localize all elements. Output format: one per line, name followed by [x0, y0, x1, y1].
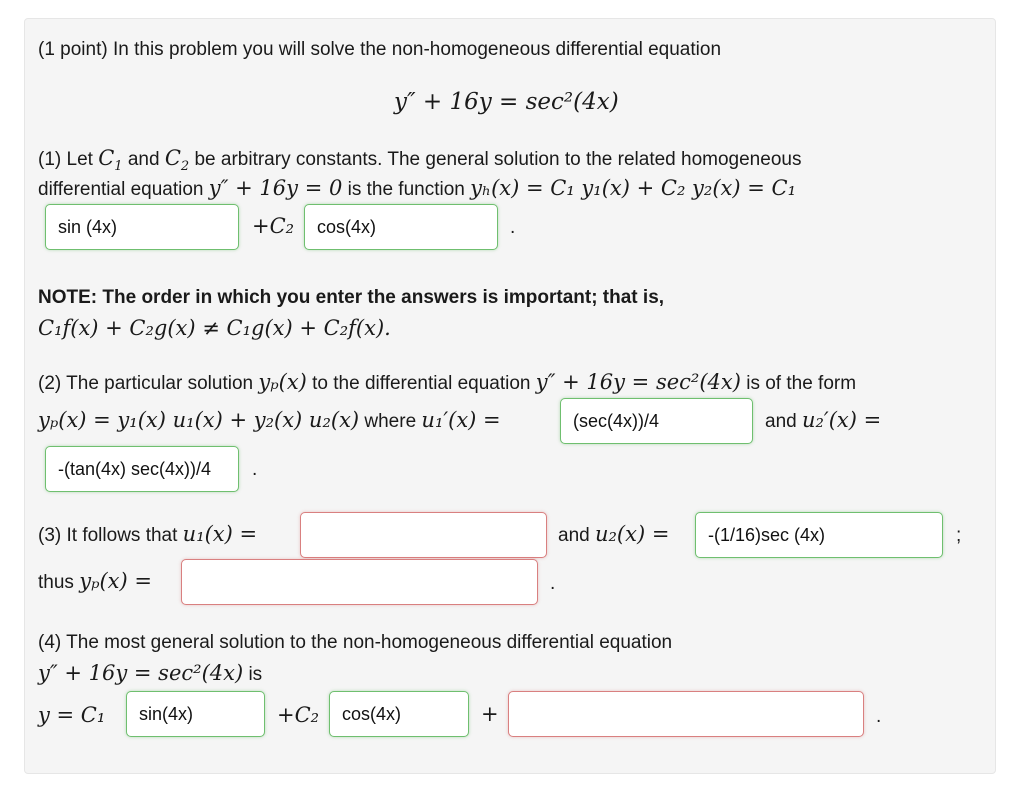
part2-end: is of the form — [746, 373, 857, 394]
yp-label: yₚ(x) = — [79, 569, 152, 593]
part3-prefix: (3) It follows that — [38, 525, 178, 546]
part1-and: and — [127, 149, 160, 170]
u1-prime-label: u₁′(x) = — [421, 408, 501, 432]
part2-where: where — [364, 411, 417, 432]
part2-prefix: (2) The particular solution — [38, 373, 254, 394]
part1-period: . — [510, 217, 516, 238]
part1-line2 — [38, 176, 796, 202]
note-line2: C₁f(x) + C₂g(x) ≠ C₁g(x) + C₂f(x). — [38, 316, 391, 340]
homog-equation: y″ + 16y = 0 — [208, 176, 343, 200]
intro-text: In this problem you will solve the non-homogeneous differential equation — [112, 39, 722, 60]
c1-symbol: $C_1$ — [98, 146, 123, 175]
answer-general-yp-input[interactable] — [508, 691, 864, 737]
answer-y1-input[interactable]: sin (4x) — [45, 204, 239, 250]
part2-u2p-label — [765, 408, 881, 434]
answer-u2-prime-input[interactable]: -(tan(4x) sec(4x))/4 — [45, 446, 239, 492]
part4-period: . — [876, 706, 882, 727]
part3-and: and — [558, 525, 590, 546]
part2-and: and — [765, 411, 797, 432]
intro-line — [38, 38, 721, 62]
part4-is: is — [248, 664, 263, 685]
part3-line2 — [38, 569, 152, 595]
part4-equation: y″ + 16y = sec²(4x) — [38, 661, 244, 685]
u2-label: u₂(x) = — [594, 522, 670, 546]
c2-symbol: $C_2$ — [164, 146, 190, 175]
part2-mid: to the differential equation — [312, 373, 531, 394]
part4-line2 — [38, 661, 262, 687]
part2-line1 — [38, 370, 856, 396]
part2-period: . — [252, 459, 258, 480]
main-equation: y″ + 16y = sec²(4x) — [394, 89, 619, 115]
homog-solution: yₕ(x) = C₁ y₁(x) + C₂ y₂(x) = C₁ — [470, 176, 796, 200]
u1-label: u₁(x) = — [182, 522, 258, 546]
part3-semicolon: ; — [956, 525, 962, 546]
part3-period: . — [550, 573, 556, 594]
yp-symbol: yₚ(x) — [258, 370, 307, 394]
answer-general-c2-input[interactable]: cos(4x) — [329, 691, 469, 737]
part1-line2-text: differential equation — [38, 179, 204, 200]
answer-u1-prime-input[interactable]: (sec(4x))/4 — [560, 398, 753, 444]
general-plus-sign: + — [481, 702, 499, 726]
part3-u2-label — [558, 522, 669, 548]
answer-yp-input[interactable] — [181, 559, 538, 605]
general-solution-label: y = C₁ — [38, 703, 106, 727]
part1-line1 — [38, 146, 801, 179]
part1-line2-mid: is the function — [347, 179, 465, 200]
part3-line1 — [38, 522, 257, 548]
part2-equation: y″ + 16y = sec²(4x) — [535, 370, 741, 394]
part3-thus: thus — [38, 572, 74, 593]
points-label: (1 point) — [38, 39, 108, 60]
part1-prefix: (1) Let — [38, 149, 93, 170]
u2-prime-label: u₂′(x) = — [801, 408, 882, 432]
yp-form: yₚ(x) = y₁(x) u₁(x) + y₂(x) u₂(x) — [38, 408, 360, 432]
note-line1: NOTE: The order in which you enter the answers is important; that is, — [38, 287, 665, 308]
general-plus-c2-label: +C₂ — [277, 703, 320, 727]
part2-line2 — [38, 408, 501, 434]
part1-rest: be arbitrary constants. The general solution to the related homogeneous — [194, 149, 802, 170]
part4-line1: (4) The most general solution to the non-homogeneous differential equation — [38, 632, 673, 653]
plus-c2-label: +C₂ — [252, 214, 295, 238]
answer-general-c1-input[interactable]: sin(4x) — [126, 691, 265, 737]
answer-y2-input[interactable]: cos(4x) — [304, 204, 498, 250]
answer-u1-input[interactable] — [300, 512, 547, 558]
answer-u2-input[interactable]: -(1/16)sec (4x) — [695, 512, 943, 558]
